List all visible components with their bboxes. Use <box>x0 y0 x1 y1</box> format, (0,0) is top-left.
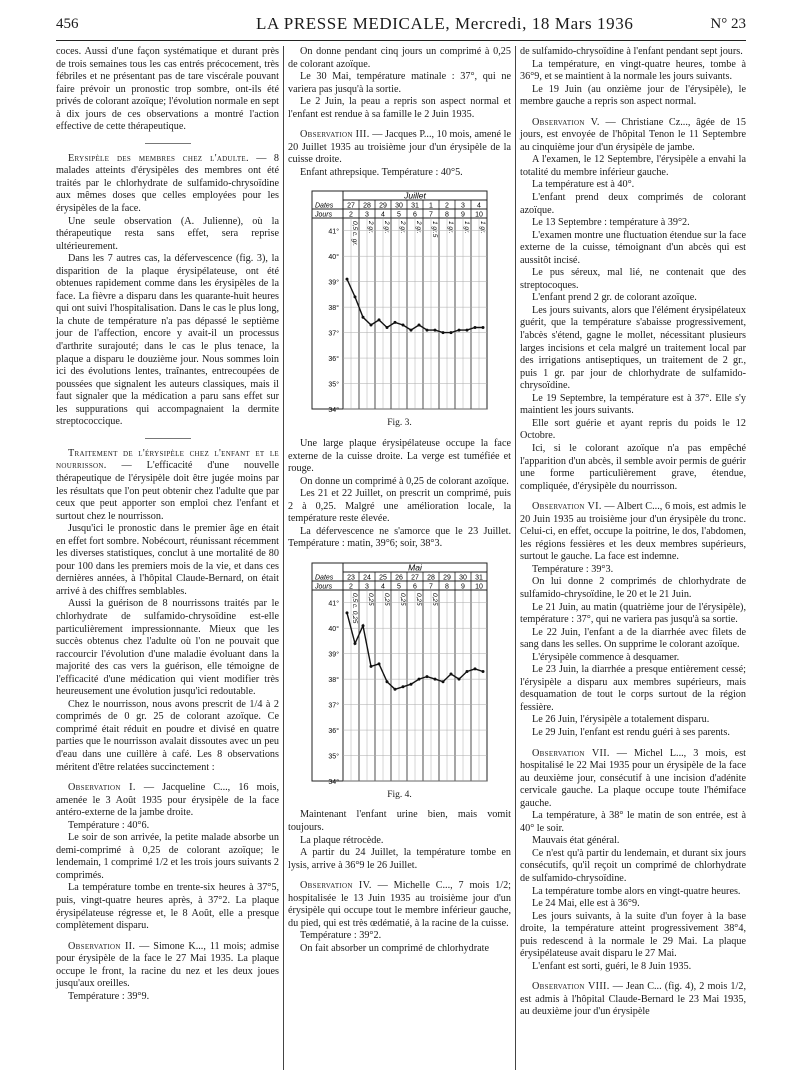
chart-data-point <box>465 329 468 332</box>
chart-data-point <box>401 685 404 688</box>
chart-dose-label: 2 gr. <box>398 221 406 235</box>
column-divider <box>515 46 516 1070</box>
chart-day-label: 7 <box>428 583 433 591</box>
chart-data-point <box>393 688 396 691</box>
observation-heading: Observation III. <box>300 129 370 141</box>
chart-date-label: 31 <box>410 202 419 210</box>
paragraph: Aussi la guérison de 8 nourrissons traités par le chlorhydrate de sulfamido-chrysoïdine est-elle particulièrement impressionnante. Mieux que les succès obtenus chez l'adulte où l'on ne pouvait que raccourcir l'évolution d'une maladie évoluant dans la majorité des cas vers la guérison, elle témoigne de l'efficacité d'une médication qui vient modifier très heureusement une évolution jusqu'ici redoutable. <box>56 598 279 698</box>
section-separator <box>145 143 191 144</box>
chart-dose-label: 2 gr. <box>382 221 390 235</box>
chart-data-point <box>409 683 412 686</box>
paragraph: L'érysipèle commence à desquamer. <box>532 651 680 663</box>
paragraph: Jusqu'ici le pronostic dans le premier âge en était en effet fort sombre. Nobécourt, réunissant récemment les diverses statistiques, conclut à une mortalité de 80 pour 100 dans les premiers mois de la vie, et dans ces dernières années, à l'hôpital Claude-Bernard, on était arrivé à des chiffres semblables. <box>56 523 279 597</box>
chart-day-label: 4 <box>380 583 385 591</box>
paragraph: L'examen montre une fluctuation étendue sur la face externe de la cuisse, témoignant d'un abcès qui est aussitôt incisé. <box>520 229 746 266</box>
paragraph: Le 19 Juin (au onzième jour de l'érysipèle), le membre gauche a repris son aspect normal. <box>520 83 746 108</box>
chart-data-point <box>481 670 484 673</box>
paragraph: Le 13 Septembre : température à 39°2. <box>532 217 690 229</box>
temperature-chart-fig3 <box>311 189 489 413</box>
chart-dose-label: 2 gr. <box>366 221 374 235</box>
chart-dose-label: 0,25 <box>366 592 374 606</box>
paragraph: Température : 39°9. <box>68 990 150 1002</box>
chart-y-tick-label: 38° <box>327 305 339 313</box>
observation: Observation VII. — Michel L..., 3 mois, est hospitalisé le 22 Mai 1935 pour un érysipèle de la face au deuxième jour, consécutif à une incision d'adénite cervicale gauche. La plaque occupe toute l'hémiface gauche. <box>520 747 746 809</box>
paragraph: Le 29 Juin, l'enfant est rendu guéri à ses parents. <box>532 726 730 738</box>
chart-data-point <box>433 678 436 681</box>
chart-row-label: Jours <box>314 211 332 219</box>
chart-data-point <box>433 329 436 332</box>
paragraph: Température : 40°6. <box>68 819 150 831</box>
chart-data-point <box>465 670 468 673</box>
chart-data-point <box>369 665 372 668</box>
chart-date-label: 4 <box>476 202 481 210</box>
chart-data-point <box>417 324 420 327</box>
observation: Observation VIII. — Jean C... (fig. 4), 2 mois 1/2, est admis à l'hôpital Claude-Bernard le 23 Mai 1935, au deuxième jour d'un érysipèle <box>520 981 746 1018</box>
chart-data-point <box>345 278 348 281</box>
chart-date-label: 27 <box>410 574 419 582</box>
chart-fig3-svg <box>311 189 489 413</box>
chart-data-point <box>441 680 444 683</box>
paragraph: Le 19 Septembre, la température est à 37°. Elle s'y maintient les jours suivants. <box>520 392 746 417</box>
paragraph: Ce n'est qu'à partir du lendemain, et durant six jours consécutifs, qu'il reçoit un comprimé de chlorhydrate de sulfamido-chrysoïdine. <box>520 847 746 884</box>
chart-dose-label: 0,25 <box>382 592 390 606</box>
chart-data-point <box>409 329 412 332</box>
paragraph: La température, en vingt-quatre heures, tombe à 36°9, et se maintient à la normale les jours suivants. <box>520 58 746 83</box>
chart-date-label: 28 <box>362 202 371 210</box>
paragraph: Température : 39°2. <box>300 930 382 942</box>
chart-y-tick-label: 37° <box>327 331 339 339</box>
chart-row-label: Dates <box>314 574 333 582</box>
chart-day-label: 6 <box>412 583 417 591</box>
paragraph: Le soir de son arrivée, la petite malade absorbe un demi-comprimé à 0,25 de colorant azoïque; le lendemain, 1 comprimé 1/2 et les trois jours suivants 2 comprimés. <box>56 832 279 881</box>
chart-data-point <box>385 326 388 329</box>
chart-date-label: 28 <box>426 574 435 582</box>
chart-date-label: 26 <box>394 574 403 582</box>
chart-dose-label: 1 gr. <box>462 221 470 235</box>
paragraph: Les jours suivants, à la suite d'un foyer à la base droite, la température atteint progressivement 38°4, puis redescend à la normale le 29 Mai. La plaque érysipélateuse avait disparu le 27 Mai. <box>520 910 746 960</box>
observation-heading: Observation V. <box>532 116 600 128</box>
chart-day-label: 2 <box>348 583 353 591</box>
paragraph: Le 2 Juin, la peau a repris son aspect normal et l'enfant est rendue à sa famille le 2 Juin 1935. <box>288 96 511 120</box>
paragraph: La plaque rétrocède. <box>300 834 384 846</box>
chart-data-point <box>457 329 460 332</box>
chart-day-label: 8 <box>444 211 449 219</box>
paragraph: A l'examen, le 12 Septembre, l'érysipèle a envahi la totalité du membre inférieur gauche. <box>520 154 746 178</box>
observation-heading: Observation VI. <box>532 501 602 513</box>
chart-data-point <box>457 678 460 681</box>
chart-dose-label: 0,25 <box>430 592 438 606</box>
chart-data-point <box>393 321 396 324</box>
chart-day-label: 2 <box>348 211 353 219</box>
paragraph: La défervescence ne s'amorce que le 23 Juillet. Température : matin, 39°6; soir, 38°3. <box>288 525 511 550</box>
chart-data-point <box>417 678 420 681</box>
chart-day-label: 9 <box>460 211 465 219</box>
chart-day-label: 3 <box>364 211 369 219</box>
paragraph: La température est à 40°. <box>532 179 635 191</box>
observation: Observation II. — Simone K..., 11 mois; admise pour érysipèle de la face le 27 Mai 1935. La plaque occupe le front, la racine du nez et les deux joues jusqu'aux oreilles. <box>56 940 279 990</box>
chart-day-label: 10 <box>474 211 483 219</box>
chart-y-tick-label: 41° <box>327 229 339 237</box>
observation: Observation V. — Christiane Cz..., âgée de 15 jours, est envoyée de l'hôpital Tenon le 11 Septembre au cinquième jour d'un érysipèle de jambe. <box>520 116 746 153</box>
paragraph: Chez le nourrisson, nous avons prescrit de 1/4 à 2 comprimés de 0 gr. 25 de colorant azoïque. Ce comprimé était réduit en poudre et divisé en quatre parties que le nourrisson avalait dissoutes avec un peu d'eau dans une cuillère à café. Les 8 observations méritent d'être relatées succinctement : <box>56 698 279 773</box>
paragraph: Une large plaque érysipélateuse occupe la face externe de la cuisse droite. La verge est tuméfiée et rouge. <box>288 438 511 475</box>
observation-heading: Observation VIII. <box>532 981 610 993</box>
chart-y-tick-label: 40° <box>327 626 339 634</box>
chart-row-label: Dates <box>314 202 333 210</box>
paragraph: Mauvais état général. <box>532 835 620 847</box>
paragraph: coces. Aussi d'une façon systématique et durant près de trois semaines tous les cas entrés précocement, très fébriles et ne présentant pas de tare viscérale pouvant faire prévoir un pronostic trop sombre, ont-ils été privés de colorant azoïque; l'évolution normale en sept à dix jours de ces observations a montré l'action effective de cette thérapeutique. <box>56 46 279 133</box>
chart-dose-label: 0,5 c. gr. <box>350 221 358 247</box>
chart-dose-label: 1 gr. <box>446 221 454 235</box>
observation: Observation I. — Jacqueline C..., 16 mois, amenée le 3 Août 1935 pour érysipèle de la face antéro-externe de la jambe droite. <box>56 782 280 819</box>
chart-day-label: 3 <box>364 583 369 591</box>
chart-y-tick-label: 35° <box>327 382 339 390</box>
chart-date-label: 30 <box>458 574 467 582</box>
chart-date-label: 2 <box>444 202 449 210</box>
paragraph: Traitement de l'érysipèle chez l'enfant et le nourrisson. — L'efficacité d'une nouvelle thérapeutique de l'érysipèle doit être jugée moins par les résultats que l'on peut obtenir chez l'adulte que par ceux que peut apporter son emploi chez l'enfant et surtout chez le nourrisson. <box>56 447 279 522</box>
chart-date-label: 29 <box>378 202 387 210</box>
chart-y-tick-label: 38° <box>327 677 339 685</box>
paragraph: Température : 39°3. <box>532 563 614 575</box>
paragraph: L'enfant est sorti, guéri, le 8 Juin 1935. <box>532 960 692 972</box>
chart-dose-label: 1 gr. <box>478 221 486 235</box>
chart-day-label: 9 <box>460 583 465 591</box>
observation: Observation VI. — Albert C..., 6 mois, est admis le 20 Juin 1935 au troisième jour d'un érysipèle du tronc. Celui-ci, en effet, occupe la poitrine, le dos, l'abdomen, les régions fessières et les deux membres supérieurs, surtout le gauche. La face est indemne. <box>520 501 746 563</box>
paragraph: Enfant athrepsique. Température : 40°5. <box>300 166 463 178</box>
issue-number: N° 23 <box>710 16 746 32</box>
section-separator <box>145 438 191 439</box>
paragraph: Le pus séreux, mal lié, ne contenait que des streptocoques. <box>520 267 746 291</box>
chart-day-label: 5 <box>396 583 401 591</box>
chart-date-label: 3 <box>460 202 465 210</box>
paragraph: On donne pendant cinq jours un comprimé à 0,25 de colorant azoïque. <box>288 46 511 70</box>
chart-data-point <box>385 680 388 683</box>
paragraph: Une seule observation (A. Julienne), où la thérapeutique resta sans effet, sera reprise ultérieurement. <box>56 215 279 252</box>
paragraph: A partir du 24 Juillet, la température tombe en lysis, arrive à 36°9 le 26 Juillet. <box>288 847 511 871</box>
observation: Observation III. — Jacques P..., 10 mois, amené le 20 Juillet 1935 au troisième jour d'un érysipèle de la cuisse droite. <box>288 129 512 166</box>
paragraph: On fait absorber un comprimé de chlorhydrate <box>300 942 489 954</box>
column-divider <box>283 46 284 1070</box>
chart-day-label: 8 <box>444 583 449 591</box>
chart-y-tick-label: 41° <box>327 600 339 608</box>
chart-dose-label: 0,25 <box>414 592 422 606</box>
chart-data-point <box>345 611 348 614</box>
chart-y-tick-label: 34° <box>327 778 339 785</box>
paragraph: Dans les 7 autres cas, la défervescence (fig. 3), la disparition de la plaque érysipélateuse, ont été obtenues rapidement comme dans les érysipèles de la face. La fièvre a disparu dans les quarante-huit heures qui ont suivi l'hospitalisation. Dans le cas le plus long, la chute de température n'a pas dépassé le septième jour de l'affection, encore y avait-il un processus d'arthrite surajouté; dans le cas le plus tenace, la plaque a disparu le douzième jour. Nous sommes loin ici des évolutions lentes, traînantes, entrecoupées de poussées que signalent les auteurs classiques, mais il faut signaler que la médication a paru sans effet sur les suppurations qui accompagnaient la dermite streptococcique. <box>56 253 279 428</box>
page-number: 456 <box>56 16 79 32</box>
section-heading: Erysipèle des membres chez l'adulte. <box>68 152 249 164</box>
figure-caption: Fig. 4. <box>387 789 412 800</box>
header-rule <box>56 40 746 41</box>
chart-data-point <box>369 324 372 327</box>
paragraph: Le 21 Juin, au matin (quatrième jour de l'érysipèle), température : 37°, qui ne variera pas jusqu'à sa sortie. <box>520 601 746 626</box>
journal-title: LA PRESSE MEDICALE, Mercredi, 18 Mars 1936 <box>256 14 634 33</box>
chart-day-label: 6 <box>412 211 417 219</box>
chart-y-tick-label: 36° <box>327 728 339 736</box>
paragraph: Les jours suivants, alors que l'élément érysipélateux guérit, que la température s'abaisse progressivement, l'abcès s'étend, gagne le mollet, nécessitant plusieurs larges incisions et cela malgré un traitement local par des irrigations antiseptiques, un traitement de 2 gr., puis 1 gr. par jour de chlorhydrate de sulfamido-chrysoïdine. <box>520 304 746 392</box>
chart-y-tick-label: 37° <box>327 702 339 710</box>
paragraph: Maintenant l'enfant urine bien, mais vomit toujours. <box>288 809 511 834</box>
chart-date-label: 24 <box>362 574 371 582</box>
figure-caption: Fig. 3. <box>387 418 412 429</box>
chart-date-label: 27 <box>346 202 355 210</box>
chart-dose-label: 0,25 <box>398 592 406 606</box>
chart-y-tick-label: 40° <box>327 254 339 262</box>
paragraph: L'enfant prend 2 gr. de colorant azoïque. <box>532 292 697 304</box>
observation-heading: Observation IV. <box>300 880 372 892</box>
page-header <box>56 14 746 38</box>
chart-data-point <box>449 332 452 335</box>
chart-data-point <box>441 332 444 335</box>
paragraph: Le 26 Juin, l'érysipèle a totalement disparu. <box>532 714 710 726</box>
paragraph: Les 21 et 22 Juillet, on prescrit un comprimé, puis 2 à 0,25. Malgré une amélioration locale, la température reste élevée. <box>288 488 511 525</box>
chart-date-label: 30 <box>394 202 403 210</box>
chart-y-tick-label: 36° <box>327 356 339 364</box>
observation-heading: Observation VII. <box>532 747 610 759</box>
chart-date-label: 23 <box>346 574 355 582</box>
chart-data-point <box>473 326 476 329</box>
paragraph: Le 30 Mai, température matinale : 37°, qui ne variera pas jusqu'à la sortie. <box>288 71 511 95</box>
chart-data-point <box>361 624 364 627</box>
chart-day-label: 4 <box>380 211 385 219</box>
paragraph: Le 22 Juin, l'enfant a de la diarrhée avec filets de sang dans les selles. On supprime le colorant azoïque. <box>520 626 746 651</box>
observation: Observation IV. — Michelle C..., 7 mois 1/2; hospitalisée le 13 Juin 1935 au troisième jour d'un érysipèle qui occupe tout le membre inférieur gauche, du pied, qui est très œdématié, à la racine de la cuisse. <box>288 880 511 929</box>
paragraph: La température tombe alors en vingt-quatre heures. <box>532 885 741 897</box>
paragraph: La température, à 38° le matin de son entrée, est à 40° le soir. <box>520 810 746 834</box>
chart-y-tick-label: 35° <box>327 753 339 761</box>
paragraph: Erysipèle des membres chez l'adulte. — 8 malades atteints d'érysipèles des membres ont été traités par le chlorhydrate de sulfamido-chrysoïdine aux mêmes doses que celles employées pour les érysipèles de la face. <box>56 152 279 215</box>
chart-day-label: 7 <box>428 211 433 219</box>
chart-data-point <box>361 316 364 319</box>
paragraph: Le 23 Juin, la diarrhée a presque entièrement cessé; l'érysipèle a disparu aux membres supérieurs, mais desquamation de tout le corps surtout de la région fessière. <box>520 664 746 713</box>
column-1 <box>56 46 279 1003</box>
paragraph: Elle sort guérie et ayant repris du poids le 12 Octobre. <box>520 417 746 442</box>
chart-data-point <box>425 675 428 678</box>
chart-month-label: Mai <box>407 562 422 573</box>
chart-data-point <box>473 667 476 670</box>
chart-y-tick-label: 34° <box>327 407 339 414</box>
paragraph: On lui donne 2 comprimés de chlorhydrate de sulfamido-chrysoïdine, le 20 et le 21 Juin. <box>520 576 746 600</box>
chart-date-label: 29 <box>442 574 451 582</box>
chart-data-point <box>377 662 380 665</box>
paragraph: Ici, si le colorant azoïque n'a pas empêché l'apparition d'un abcès, il semble avoir permis de guérir une forme particulièrement grave, étendue, compliquée, d'érysipèle du nourrisson. <box>520 442 746 492</box>
paragraph: On donne un comprimé à 0,25 de colorant azoïque. <box>300 475 509 487</box>
chart-date-label: 31 <box>474 574 483 582</box>
chart-day-label: 5 <box>396 211 401 219</box>
chart-dose-label: 0,5 c. 0,25 <box>350 592 358 624</box>
chart-fig4-svg <box>311 561 489 785</box>
chart-data-point <box>353 296 356 299</box>
chart-dose-label: 2 gr. <box>414 221 422 235</box>
chart-date-label: 1 <box>428 202 433 210</box>
observation-heading: Observation II. <box>68 940 136 952</box>
chart-data-point <box>481 326 484 329</box>
paragraph: de sulfamido-chrysoïdine à l'enfant pendant sept jours. <box>520 46 743 57</box>
chart-data-point <box>353 642 356 645</box>
column-2 <box>288 46 511 956</box>
chart-data-point <box>401 324 404 327</box>
chart-month-label: Juillet <box>403 190 426 201</box>
paragraph: L'enfant prend deux comprimés de colorant azoïque. <box>520 192 746 216</box>
chart-data-point <box>425 329 428 332</box>
chart-data-point <box>449 672 452 675</box>
observation-heading: Observation I. <box>68 782 136 794</box>
paragraph: Le 24 Mai, elle est à 36°9. <box>532 898 640 910</box>
column-3 <box>520 46 746 1019</box>
chart-data-point <box>377 319 380 322</box>
paragraph: La température tombe en trente-six heures à 37°5, puis, vingt-quatre heures après, à 37°2. La plaque érysipélateuse régresse et, le 8 Août, elle a presque complètement disparu. <box>56 882 279 932</box>
chart-day-label: 10 <box>474 583 483 591</box>
chart-row-label: Jours <box>314 583 332 591</box>
chart-dose-label: 1 gr.5 <box>430 221 438 238</box>
chart-y-tick-label: 39° <box>327 651 339 659</box>
chart-y-tick-label: 39° <box>327 280 339 288</box>
chart-date-label: 25 <box>378 574 387 582</box>
temperature-chart-fig4 <box>311 561 489 785</box>
section-heading: Traitement de l'érysipèle chez l'enfant et le nourrisson. <box>56 447 279 472</box>
